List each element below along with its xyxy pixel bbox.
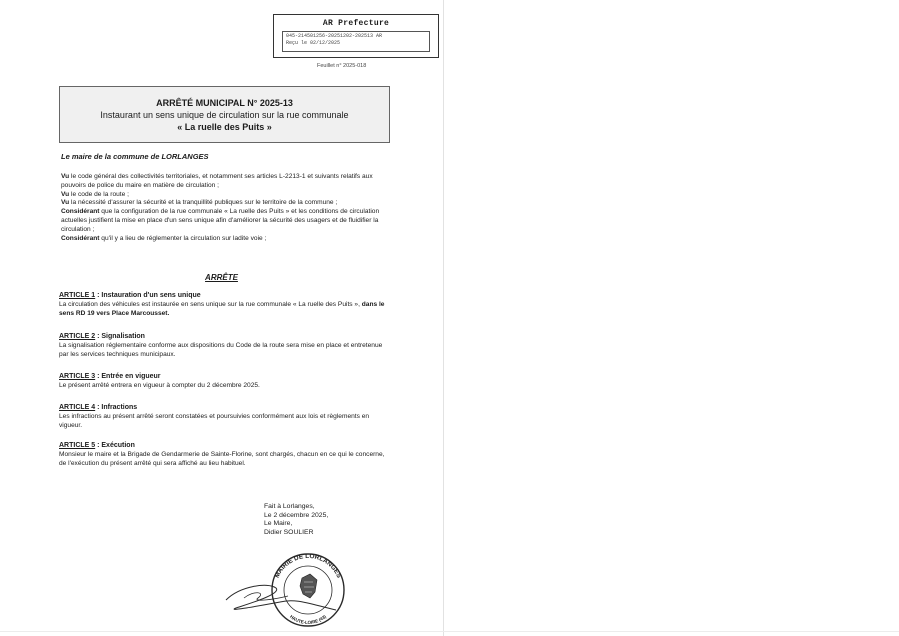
article-2 [59, 333, 391, 359]
blank-page-area [444, 0, 899, 636]
seal-emblem-icon [300, 574, 317, 598]
article-5 [59, 442, 391, 468]
article-1 [59, 292, 391, 318]
ar-stamp-received: Reçu le 02/12/2025 [286, 40, 341, 46]
article-text: Le présent arrêté entrera en vigueur à compter du 2 décembre 2025. [59, 381, 260, 389]
considerant-item: Considérant qu'il y a lieu de réglementer la circulation sur ladite voie ; [61, 234, 267, 242]
seal-top-text: MAIRIE DE LORLANGES [273, 552, 343, 580]
article-heading: ARTICLE 3 : Entrée en vigueur [59, 373, 161, 380]
article-text: La signalisation réglementaire conforme aux dispositions du Code de la route sera mise en place et entretenue par les services techniques municipaux. [59, 341, 383, 358]
decree-title: ARRÊTÉ MUNICIPAL N° 2025-13 [156, 98, 293, 108]
arrete-heading: ARRÊTE [205, 273, 238, 282]
signature-block [264, 503, 328, 537]
article-text: Les infractions au présent arrêté seront constatées et poursuivies conformément aux lois et règlements en vigueur. [59, 412, 370, 429]
article-4 [59, 404, 391, 430]
considerant-item: Vu le code général des collectivités territoriales, et notamment ses articles L-2213-1 et suivants relatifs aux pouvoirs de police du maire en matière de circulation ; [61, 173, 373, 189]
signer-role: Le Maire, [264, 520, 293, 528]
considerants-block [61, 173, 391, 243]
article-heading: ARTICLE 2 : Signalisation [59, 333, 145, 340]
article-heading: ARTICLE 4 : Infractions [59, 404, 138, 411]
considerant-item: Considérant que la configuration de la rue communale « La ruelle des Puits » et les conditions de circulation actuelles justifient la mise en place d'un sens unique afin d'améliorer la sécurité des usagers et de fluidifier la circulation ; [61, 208, 380, 233]
article-text: Monsieur le maire et la Brigade de Gendarmerie de Sainte-Florine, sont chargés, chacun en ce qui le concerne, de l'exécution du présent arrêté qui sera affiché au lieu habituel. [59, 450, 385, 467]
mairie-seal-and-signature [218, 546, 348, 628]
ar-stamp-title: AR Prefecture [322, 19, 390, 28]
title-box [59, 86, 390, 143]
bottom-edge-line [0, 631, 899, 632]
ar-prefecture-stamp [273, 14, 439, 58]
mayor-line: Le maire de la commune de LORLANGES [61, 152, 209, 161]
document-page [0, 0, 443, 636]
article-3 [59, 373, 391, 391]
decree-subtitle: Instaurant un sens unique de circulation sur la rue communale [100, 110, 349, 120]
article-heading: ARTICLE 1 : Instauration d'un sens unique [59, 292, 201, 299]
ar-stamp-id: 045-214501256-20251202-202513 AR [286, 33, 383, 39]
article-text: La circulation des véhicules est instaurée en sens unique sur la rue communale « La ruelle des Puits », dans le sens RD 19 vers Place Marcousset. [59, 300, 385, 317]
article-heading: ARTICLE 5 : Exécution [59, 442, 135, 449]
feuillet-number: Feuillet n° 2025-018 [317, 63, 367, 69]
signer-name: Didier SOULIER [264, 528, 314, 536]
considerant-item: Vu la nécessité d'assurer la sécurité et la tranquillité publiques sur le territoire de la commune ; [61, 199, 338, 207]
signing-date: Le 2 décembre 2025, [264, 511, 329, 519]
street-name: « La ruelle des Puits » [177, 122, 272, 132]
ar-stamp-reference [282, 31, 430, 52]
signing-place: Fait à Lorlanges, [264, 503, 315, 510]
seal-bottom-text: HAUTE-LOIRE (43) [288, 613, 328, 626]
signature-flourish [244, 593, 288, 600]
considerant-item: Vu le code de la route ; [61, 190, 129, 198]
